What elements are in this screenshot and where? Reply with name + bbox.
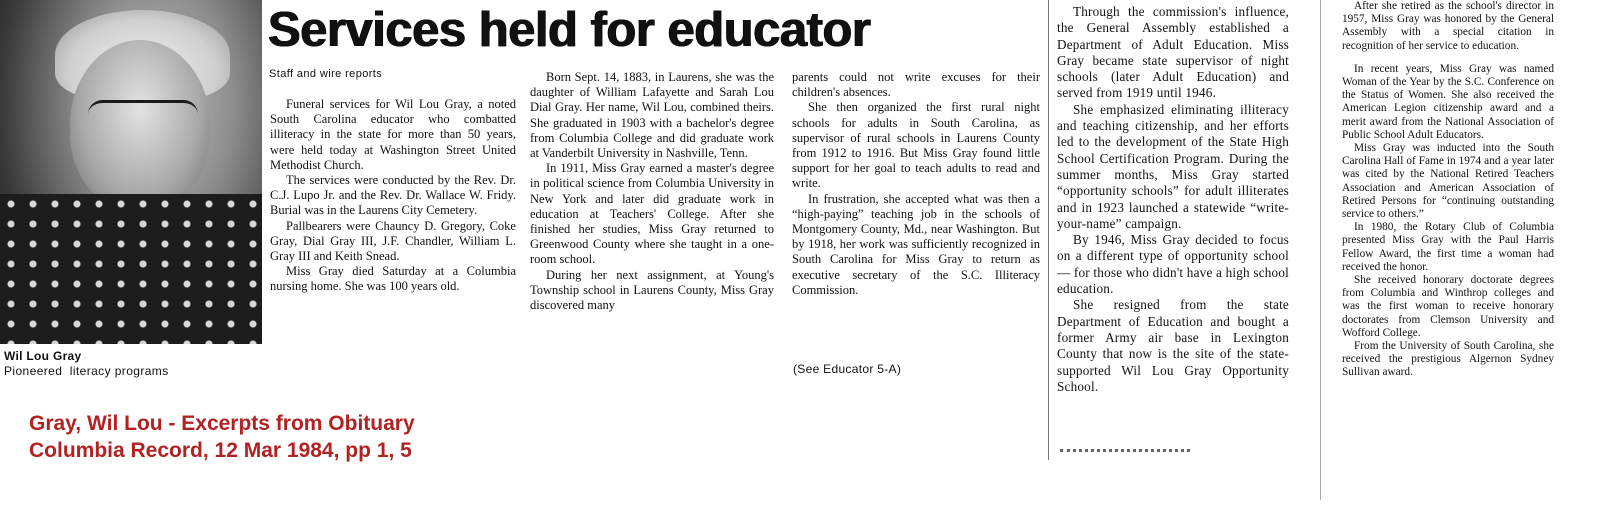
paragraph: Born Sept. 14, 1883, in Laurens, she was the daughter of William Lafayette and Sarah Lou Dial Gray. Her name, Wil Lou, combined theirs. She graduated in 1903 with a bachelor's degree from Columbia College and did graduate work at Vanderbilt University in Nashville, Tenn. bbox=[530, 70, 774, 161]
paragraph: In 1911, Miss Gray earned a master's degree in political science from Columbia University in New York and later did graduate work in education at Teachers' College. After she finished her studies, Miss Gray returned to Greenwood County where she taught in a one-room school. bbox=[530, 161, 774, 267]
excerpt-source-note bbox=[29, 410, 415, 464]
paragraph: In 1980, the Rotary Club of Columbia presented Miss Gray with the Paul Harris Fellow Award, the first time a woman had received the honor. bbox=[1342, 221, 1554, 273]
paragraph: Miss Gray died Saturday at a Columbia nursing home. She was 100 years old. bbox=[270, 264, 516, 294]
paragraph: Through the commission's influence, the General Assembly established a Department of Adult Education. Miss Gray became state supervisor of night schools (later Adult Education) and served from 1919 until 1946. bbox=[1057, 4, 1289, 101]
continuation-column-1 bbox=[1057, 4, 1289, 395]
photo-caption-name: Wil Lou Gray bbox=[4, 349, 82, 363]
paragraph: Miss Gray was inducted into the South Carolina Hall of Fame in 1974 and a year later was cited by the National Retired Teachers Association and American Association of Retired Persons for “continuing outstanding service to others.” bbox=[1342, 142, 1554, 221]
article-column-3 bbox=[792, 70, 1040, 298]
paragraph: After she retired as the school's director in 1957, Miss Gray was honored by the General Assembly with a special citation in recognition of her service to education. bbox=[1342, 0, 1554, 52]
paragraph: Pallbearers were Chauncy D. Gregory, Coke Gray, Dial Gray III, J.F. Chandler, William L. Gray III and Keith Snead. bbox=[270, 218, 516, 264]
byline: Staff and wire reports bbox=[269, 68, 383, 80]
paragraph: Funeral services for Wil Lou Gray, a noted South Carolina educator who combatted illiteracy in the state for more than 50 years, were held today at Washington Street United Methodist Church. bbox=[270, 97, 516, 172]
continuation-column-2 bbox=[1342, 0, 1554, 380]
paragraph: The services were conducted by the Rev. Dr. C.J. Lupo Jr. and the Rev. Dr. Wallace W. Fridy. Burial was in the Laurens City Cemetery. bbox=[270, 173, 516, 218]
photo-caption-subtitle: Pioneered literacy programs bbox=[4, 364, 169, 378]
paragraph: parents could not write excuses for their children's absences. bbox=[792, 70, 1040, 100]
paragraph: In frustration, she accepted what was then a “high-paying” teaching job in the schools of Montgomery County, Md., near Washington. But by 1918, her work was sufficiently recognized in South Carolina for Miss Gray to return as executive secretary of the S.C. Illiteracy Commission. bbox=[792, 191, 1040, 297]
photo-glasses bbox=[88, 100, 198, 129]
portrait-photo bbox=[0, 0, 262, 344]
photo-dress-pattern bbox=[0, 194, 262, 344]
clipping-divider bbox=[1048, 0, 1049, 460]
paragraph: During her next assignment, at Young's Township school in Laurens County, Miss Gray discovered many bbox=[530, 267, 774, 313]
excerpt-citation: Columbia Record, 12 Mar 1984, pp 1, 5 bbox=[29, 439, 412, 462]
excerpt-title: Gray, Wil Lou - Excerpts from Obituary bbox=[29, 412, 415, 435]
article-column-1 bbox=[270, 97, 516, 295]
see-continuation-link: (See Educator 5-A) bbox=[793, 362, 902, 376]
paragraph: In recent years, Miss Gray was named Woman of the Year by the S.C. Conference on the Status of Women. She also received the American Legion citizenship award and a merit award from the National Association of Public School Adult Educators. bbox=[1342, 62, 1554, 141]
headline: Services held for educator bbox=[268, 3, 871, 57]
paragraph: From the University of South Carolina, she received the prestigious Algernon Sydney Sullivan award. bbox=[1342, 340, 1554, 379]
paragraph: She emphasized eliminating illiteracy and teaching citizenship, and her efforts led to the development of the State High School Certification Program. During the summer months, Miss Gray started “opportunity schools” for adult illiterates and in 1923 launched a statewide “write-your-name” campaign. bbox=[1057, 101, 1289, 231]
clipping-divider bbox=[1320, 0, 1321, 500]
article-column-2 bbox=[530, 70, 774, 313]
paragraph: By 1946, Miss Gray decided to focus on a different type of opportunity school — for those who didn't have a high school education. bbox=[1057, 232, 1289, 297]
paragraph: She resigned from the state Department of Education and bought a former Army air base in Lexington County that now is the site of the state-supported Wil Lou Gray Opportunity School. bbox=[1057, 297, 1289, 394]
paragraph: She then organized the first rural night schools for adults in South Carolina, as supervisor of rural schools in Laurens County from 1912 to 1916. But Miss Gray found little support for her goal to teach adults to read and write. bbox=[792, 100, 1040, 191]
cut-off-text-line bbox=[1060, 449, 1190, 455]
paragraph: She received honorary doctorate degrees from Columbia and Winthrop colleges and was the first woman to receive honorary doctorates from Clemson University and Wofford College. bbox=[1342, 274, 1554, 339]
